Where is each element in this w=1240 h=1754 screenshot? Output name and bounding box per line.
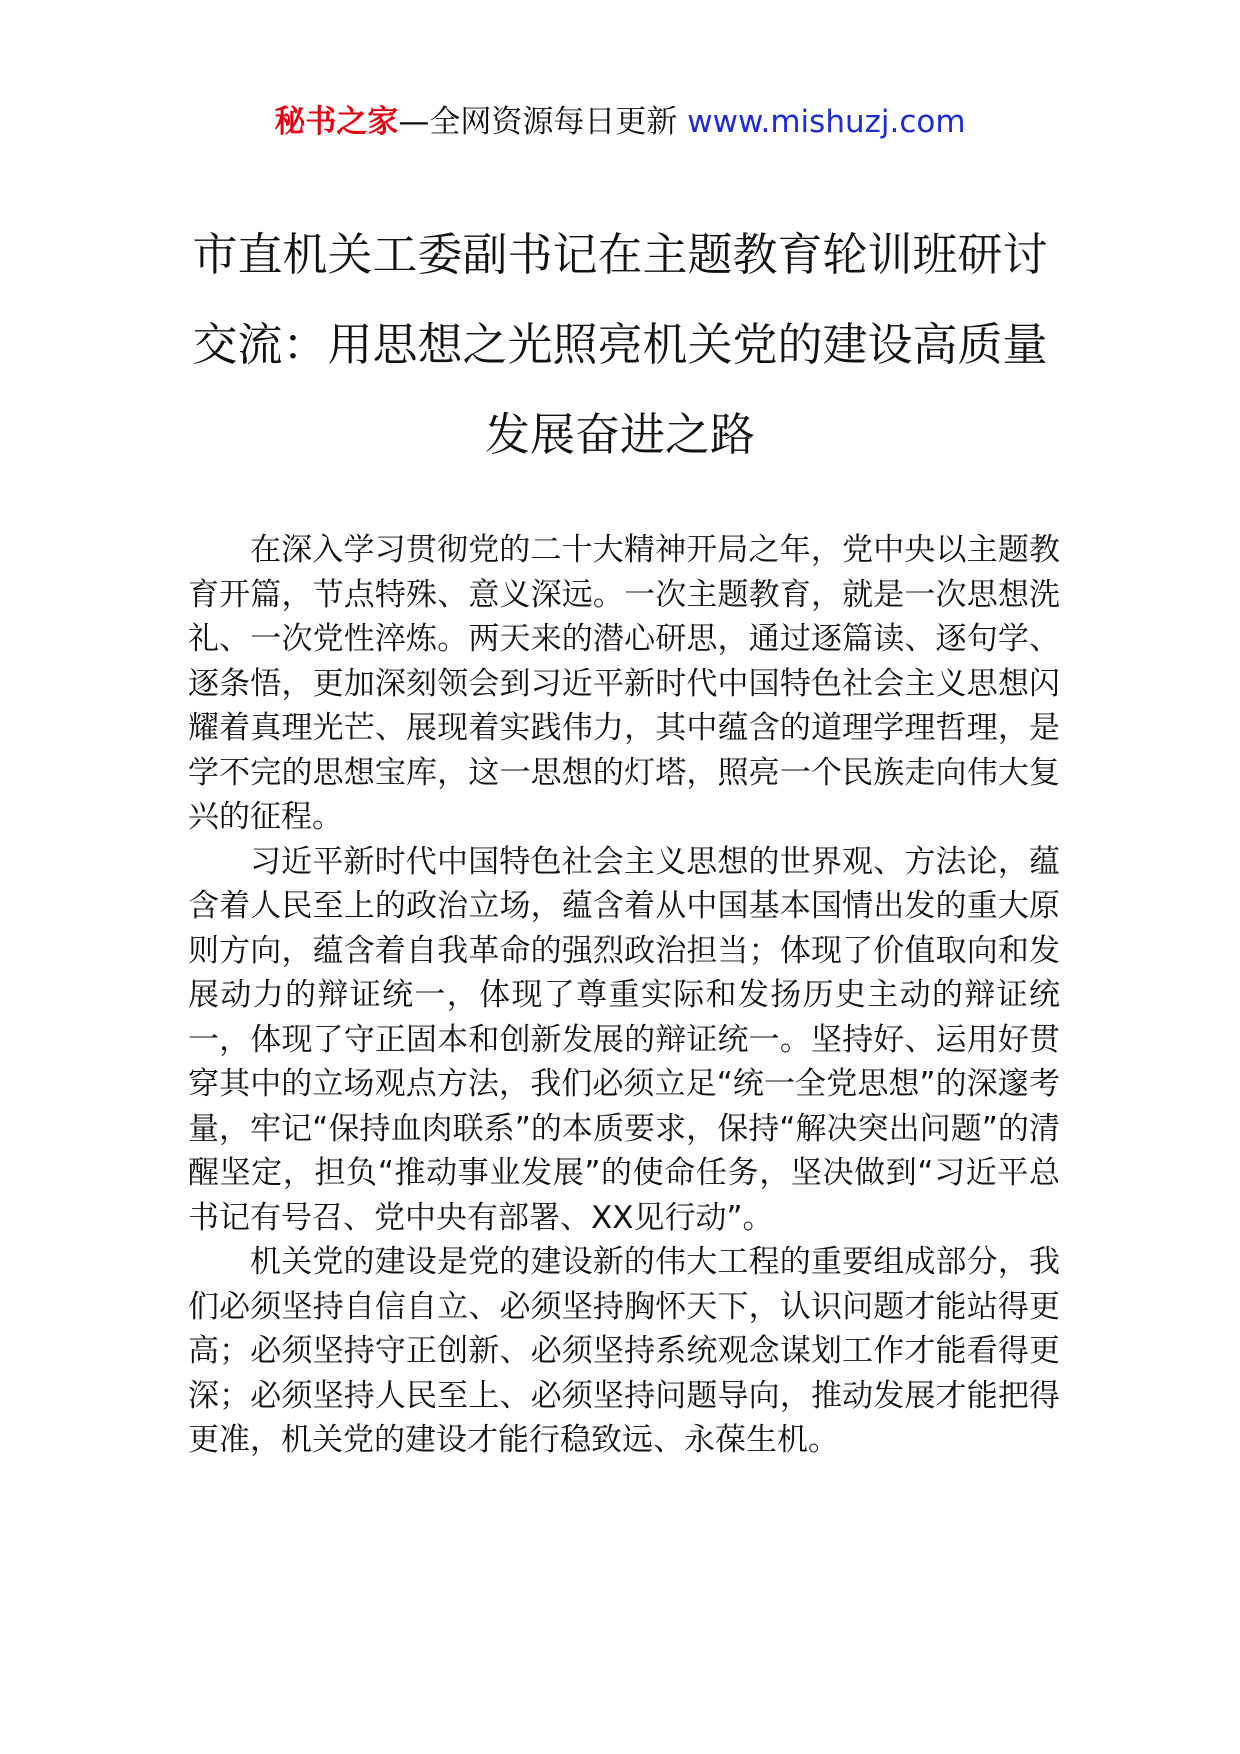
site-tagline: —全网资源每日更新 <box>398 104 678 140</box>
body-paragraph-3: 机关党的建设是党的建设新的伟大工程的重要组成部分，我们必须坚持自信自立、必须坚持胸怀天下，认识问题才能站得更高；必须坚持守正创新、必须坚持系统观念谋划工作才能看得更深；必须坚持人民至上、必须坚持问题导向，推动发展才能把得更准，机关党的建设才能行稳致远、永葆生机。 <box>188 1244 1060 1458</box>
site-brand: 秘书之家 <box>274 104 399 140</box>
document-body <box>188 528 1060 1463</box>
body-paragraph-1: 在深入学习贯彻党的二十大精神开局之年，党中央以主题教育开篇，节点特殊、意义深远。一次主题教育，就是一次思想洗礼、一次党性淬炼。两天来的潜心研思，通过逐篇读、逐句学、逐条悟，更加深刻领会到习近平新时代中国特色社会主义思想闪耀着真理光芒、展现着实践伟力，其中蕴含的道理学理哲理，是学不完的思想宝库，这一思想的灯塔，照亮一个民族走向伟大复兴的征程。 <box>188 532 1060 835</box>
body-paragraph-2: 习近平新时代中国特色社会主义思想的世界观、方法论，蕴含着人民至上的政治立场，蕴含着从中国基本国情出发的重大原则方向，蕴含着自我革命的强烈政治担当；体现了价值取向和发展动力的辩证统一，体现了尊重实际和发扬历史主动的辩证统一，体现了守正固本和创新发展的辩证统一。坚持好、运用好贯穿其中的立场观点方法，我们必须立足“统一全党思想”的深邃考量，牢记“保持血肉联系”的本质要求，保持“解决突出问题”的清醒坚定，担负“推动事业发展”的使命任务，坚决做到“习近平总书记有号召、党中央有部署、XX见行动”。 <box>188 843 1060 1236</box>
site-url-link[interactable]: www.mishuzj.com <box>687 104 966 140</box>
document-title: 市直机关工委副书记在主题教育轮训班研讨交流：用思想之光照亮机关党的建设高质量发展奋进之路 <box>192 228 1048 461</box>
site-header <box>0 100 1240 144</box>
